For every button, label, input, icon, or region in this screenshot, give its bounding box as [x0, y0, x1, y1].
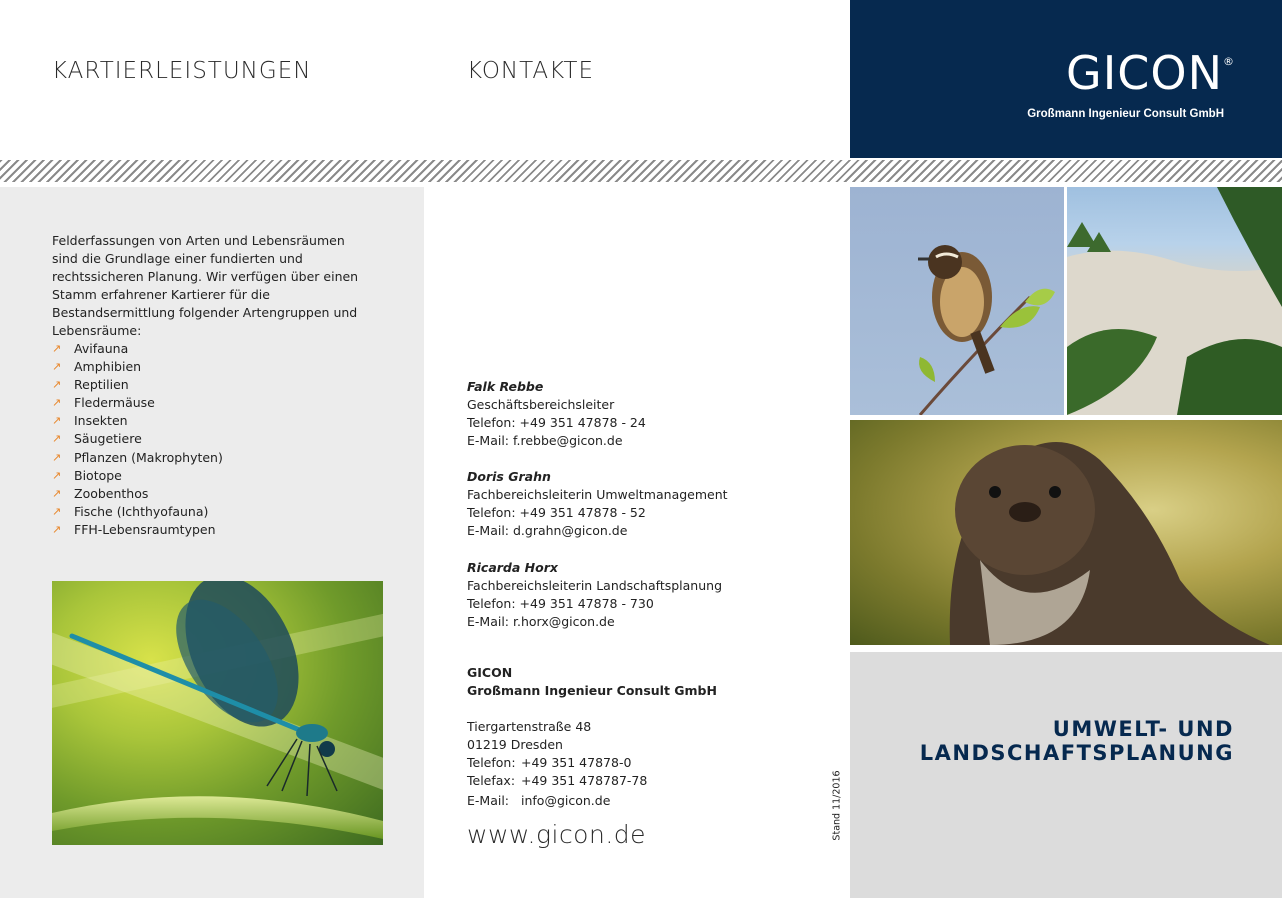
- species-label: Fische (Ichthyofauna): [74, 503, 209, 519]
- title-panel: [850, 652, 1282, 898]
- species-label: Amphibien: [74, 359, 142, 375]
- arrow-icon: ↗: [52, 468, 62, 482]
- species-list-item: [52, 394, 223, 412]
- species-list-item: [52, 521, 223, 539]
- dragonfly-photo: [52, 581, 383, 845]
- arrow-icon: ↗: [52, 360, 62, 374]
- species-list-item: [52, 485, 223, 503]
- contact-name: Falk Rebbe: [467, 379, 544, 394]
- arrow-icon: ↗: [52, 450, 62, 464]
- otter-photo: [850, 420, 1282, 645]
- title-line-2: LANDSCHAFTSPLANUNG: [919, 741, 1234, 765]
- address-phone[interactable]: Telefon: +49 351 47878-0: [467, 755, 632, 770]
- contact-card: [467, 378, 646, 450]
- contact-email[interactable]: E-Mail: r.horx@gicon.de: [467, 614, 615, 629]
- species-list-item: [52, 412, 223, 430]
- stand-date: Stand 11/2016: [831, 770, 843, 841]
- address-fax: Telefax: +49 351 478787-78: [467, 773, 648, 788]
- arrow-icon: ↗: [52, 378, 62, 392]
- gicon-logo: GICON®: [1066, 46, 1235, 100]
- brochure-title: [920, 717, 1234, 765]
- address-city: 01219 Dresden: [467, 737, 563, 752]
- contact-phone[interactable]: Telefon: +49 351 47878 - 52: [467, 505, 646, 520]
- logo-subtitle: Großmann Ingenieur Consult GmbH: [1027, 108, 1224, 120]
- company-name: [467, 664, 717, 700]
- arrow-icon: ↗: [52, 396, 62, 410]
- logo-panel: [850, 0, 1282, 158]
- contact-role: Geschäftsbereichsleiter: [467, 397, 615, 412]
- company-address: [467, 718, 647, 810]
- intro-text: Felderfassungen von Arten und Lebensräumen sind die Grundlage einer fundierten und rechtssicheren Planung. Wir verfügen über einen Stamm erfahrener Kartierer für die Bestandsermittlung folgender Artengruppen und Lebensräume:: [52, 233, 359, 338]
- species-label: Pflanzen (Makrophyten): [74, 449, 223, 465]
- species-label: Fledermäuse: [74, 395, 155, 411]
- contact-name: Doris Grahn: [467, 469, 551, 484]
- arrow-icon: ↗: [52, 432, 62, 446]
- arrow-icon: ↗: [52, 486, 62, 500]
- species-list-item: [52, 340, 223, 358]
- contact-name: Ricarda Horx: [467, 560, 558, 575]
- species-label: Avifauna: [74, 341, 129, 356]
- title-line-1: UMWELT- UND: [1052, 717, 1234, 741]
- species-list-item: [52, 376, 223, 394]
- contact-phone[interactable]: Telefon: +49 351 47878 - 730: [467, 596, 654, 611]
- company-short: GICON: [467, 665, 513, 680]
- species-list-item: [52, 503, 223, 521]
- contact-card: [467, 468, 728, 540]
- arrow-icon: ↗: [52, 414, 62, 428]
- landscape-photo: [1067, 187, 1282, 415]
- species-label: Insekten: [74, 413, 128, 429]
- contact-email[interactable]: E-Mail: f.rebbe@gicon.de: [467, 433, 623, 448]
- species-list-item: [52, 467, 223, 485]
- contact-role: Fachbereichsleiterin Landschaftsplanung: [467, 578, 723, 593]
- species-list-item: [52, 449, 223, 467]
- species-label: Zoobenthos: [74, 485, 149, 501]
- arrow-icon: ↗: [52, 342, 62, 355]
- bird-photo: [850, 187, 1064, 415]
- species-label: Säugetiere: [74, 431, 142, 447]
- contact-role: Fachbereichsleiterin Umweltmanagement: [467, 487, 728, 502]
- species-label: Biotope: [74, 467, 122, 483]
- species-label: Reptilien: [74, 377, 129, 393]
- species-list-item: [52, 358, 223, 376]
- contact-card: [467, 559, 722, 631]
- hatch-divider: [0, 160, 1282, 182]
- section-heading-kartierleistungen: KARTIERLEISTUNGEN: [52, 58, 312, 84]
- contact-email[interactable]: E-Mail: d.grahn@gicon.de: [467, 523, 628, 538]
- website-link[interactable]: www.gicon.de: [467, 820, 647, 849]
- arrow-icon: ↗: [52, 522, 62, 536]
- arrow-icon: ↗: [52, 504, 62, 518]
- company-full: Großmann Ingenieur Consult GmbH: [467, 683, 717, 698]
- species-list: [52, 340, 223, 539]
- address-street: Tiergartenstraße 48: [467, 719, 592, 734]
- address-email[interactable]: E-Mail: info@gicon.de: [467, 793, 611, 808]
- section-heading-kontakte: KONTAKTE: [467, 58, 595, 84]
- contact-phone[interactable]: Telefon: +49 351 47878 - 24: [467, 415, 646, 430]
- species-label: FFH-Lebensraumtypen: [74, 521, 216, 537]
- species-list-item: [52, 430, 223, 448]
